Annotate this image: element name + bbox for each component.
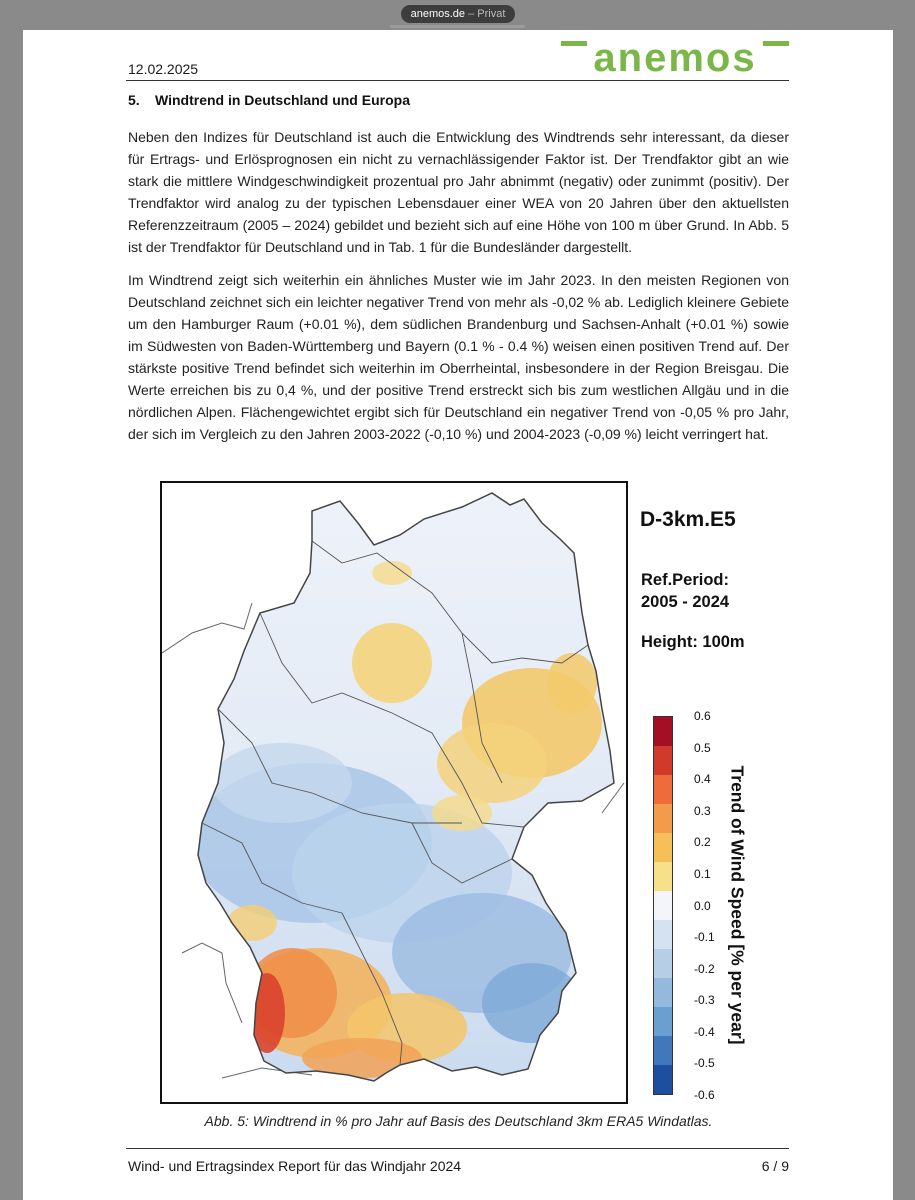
url-domain: anemos.de [410, 8, 466, 20]
colorbar-segment [654, 920, 672, 949]
document-page [23, 30, 893, 1200]
colorbar-tick-label: 0.0 [694, 898, 711, 913]
trend-surface [162, 483, 626, 1102]
figure-model-title: D-3km.E5 [640, 508, 736, 531]
colorbar-tick-label: 0.6 [694, 709, 711, 723]
logo-text: anemos [593, 38, 757, 78]
colorbar-tick-label: -0.5 [694, 1056, 715, 1071]
tab-grip[interactable] [390, 25, 525, 28]
colorbar-tick-label: -0.3 [694, 993, 715, 1008]
section-title: Windtrend in Deutschland und Europa [155, 92, 410, 108]
colorbar-segment [654, 775, 672, 804]
colorbar-segment [654, 717, 672, 746]
paragraph-1: Neben den Indizes für Deutschland ist auch die Entwicklung des Windtrends sehr interessant, da dieser für Ertrags- und Erlösprognosen ein nicht zu vernachlässigender Faktor ist. Der Trendfaktor gibt an wie stark die mittlere Windgeschwindigkeit prozentual pro Jahr abnimmt (negativ) oder zunimmt (positiv). Der Trendfaktor wird analog zu der typischen Lebensdauer einer WEA von 20 Jahren über den aktuellsten Referenzzeitraum (2005 – 2024) gebildet und bezieht sich auf eine Höhe von 100 m über Grund. In Abb. 5 ist der Trendfaktor für Deutschland und in Tab. 1 für die Bundesländer dargestellt. [128, 129, 789, 255]
colorbar-segment [654, 1036, 672, 1065]
private-mode-label: – Privat [465, 8, 506, 20]
colorbar-segment [654, 746, 672, 775]
colorbar-tick-label: -0.2 [694, 961, 715, 976]
url-bar[interactable] [401, 5, 515, 23]
colorbar-tick-label: -0.4 [694, 1024, 715, 1039]
colorbar-segment [654, 862, 672, 891]
colorbar-segment [654, 978, 672, 1007]
neighbour-border [182, 943, 242, 1023]
neighbour-border [162, 603, 252, 653]
header-divider [126, 80, 789, 81]
colorbar-tick-label: 0.3 [694, 803, 711, 818]
page-number: 6 / 9 [761, 1158, 789, 1174]
footer-report-title: Wind- und Ertragsindex Report für das Windjahr 2024 [128, 1158, 462, 1174]
colorbar-tick-label: -0.1 [694, 930, 715, 945]
anemos-logo [561, 38, 789, 78]
section-heading [128, 92, 410, 108]
reference-period-value: 2005 - 2024 [641, 593, 730, 611]
paragraph-2: Im Windtrend zeigt sich weiterhin ein ähnliches Muster wie im Jahr 2023. In den meisten Regionen von Deutschland zeichnet sich ein leichter negativer Trend von mehr als -0,02 % ab. Lediglich kleinere Gebiete um den Hamburger Raum (+0.01 %), dem südlichen Brandenburg und Sachsen-Anhalt (+0.01 %) sowie im Südwesten von Baden-Württemberg und Bayern (0.1 % - 0.4 %) weisen einen positiven Trend auf. Der stärkste positive Trend befindet sich weiterhin im Oberrheintal, insbesondere in der Region Breisgau. Die Werte erreichen bis zu 0,4 %, und der positive Trend erstreckt sich bis zum westlichen Allgäu und in die nördlichen Alpen. Flächengewichtet ergibt sich für Deutschland ein negativer Trend von -0,05 % pro Jahr, der sich im Vergleich zu den Jahren 2003-2022 (-0,10 %) und 2004-2023 (-0,09 %) leicht verringert hat. [128, 272, 789, 442]
colorbar-tick-label: 0.2 [694, 835, 711, 850]
colorbar-segment [654, 891, 672, 920]
colorbar-tick-label: 0.1 [694, 866, 711, 881]
document-date: 12.02.2025 [128, 61, 199, 77]
germany-map [162, 483, 626, 1102]
figure-caption: Abb. 5: Windtrend in % pro Jahr auf Basis des Deutschland 3km ERA5 Windatlas. [204, 1113, 713, 1129]
figure-height: Height: 100m [641, 633, 745, 651]
colorbar-segment [654, 1007, 672, 1036]
browser-toolbar [0, 0, 915, 28]
section-number: 5. [128, 92, 140, 108]
colorbar-segment [654, 833, 672, 862]
colorbar-tick-label: -0.6 [694, 1088, 715, 1102]
colorbar [653, 716, 673, 1095]
wind-trend-map [160, 481, 628, 1104]
figure-reference-period [641, 569, 729, 613]
colorbar-title: Trend of Wind Speed [% per year] [727, 765, 748, 1045]
colorbar-segment [654, 804, 672, 833]
colorbar-tick-label: 0.5 [694, 740, 711, 755]
colorbar-tick-label: 0.4 [694, 772, 711, 787]
reference-period-label: Ref.Period: [641, 571, 730, 589]
footer-divider [126, 1148, 789, 1149]
colorbar-segment [654, 1065, 672, 1094]
colorbar-segment [654, 949, 672, 978]
